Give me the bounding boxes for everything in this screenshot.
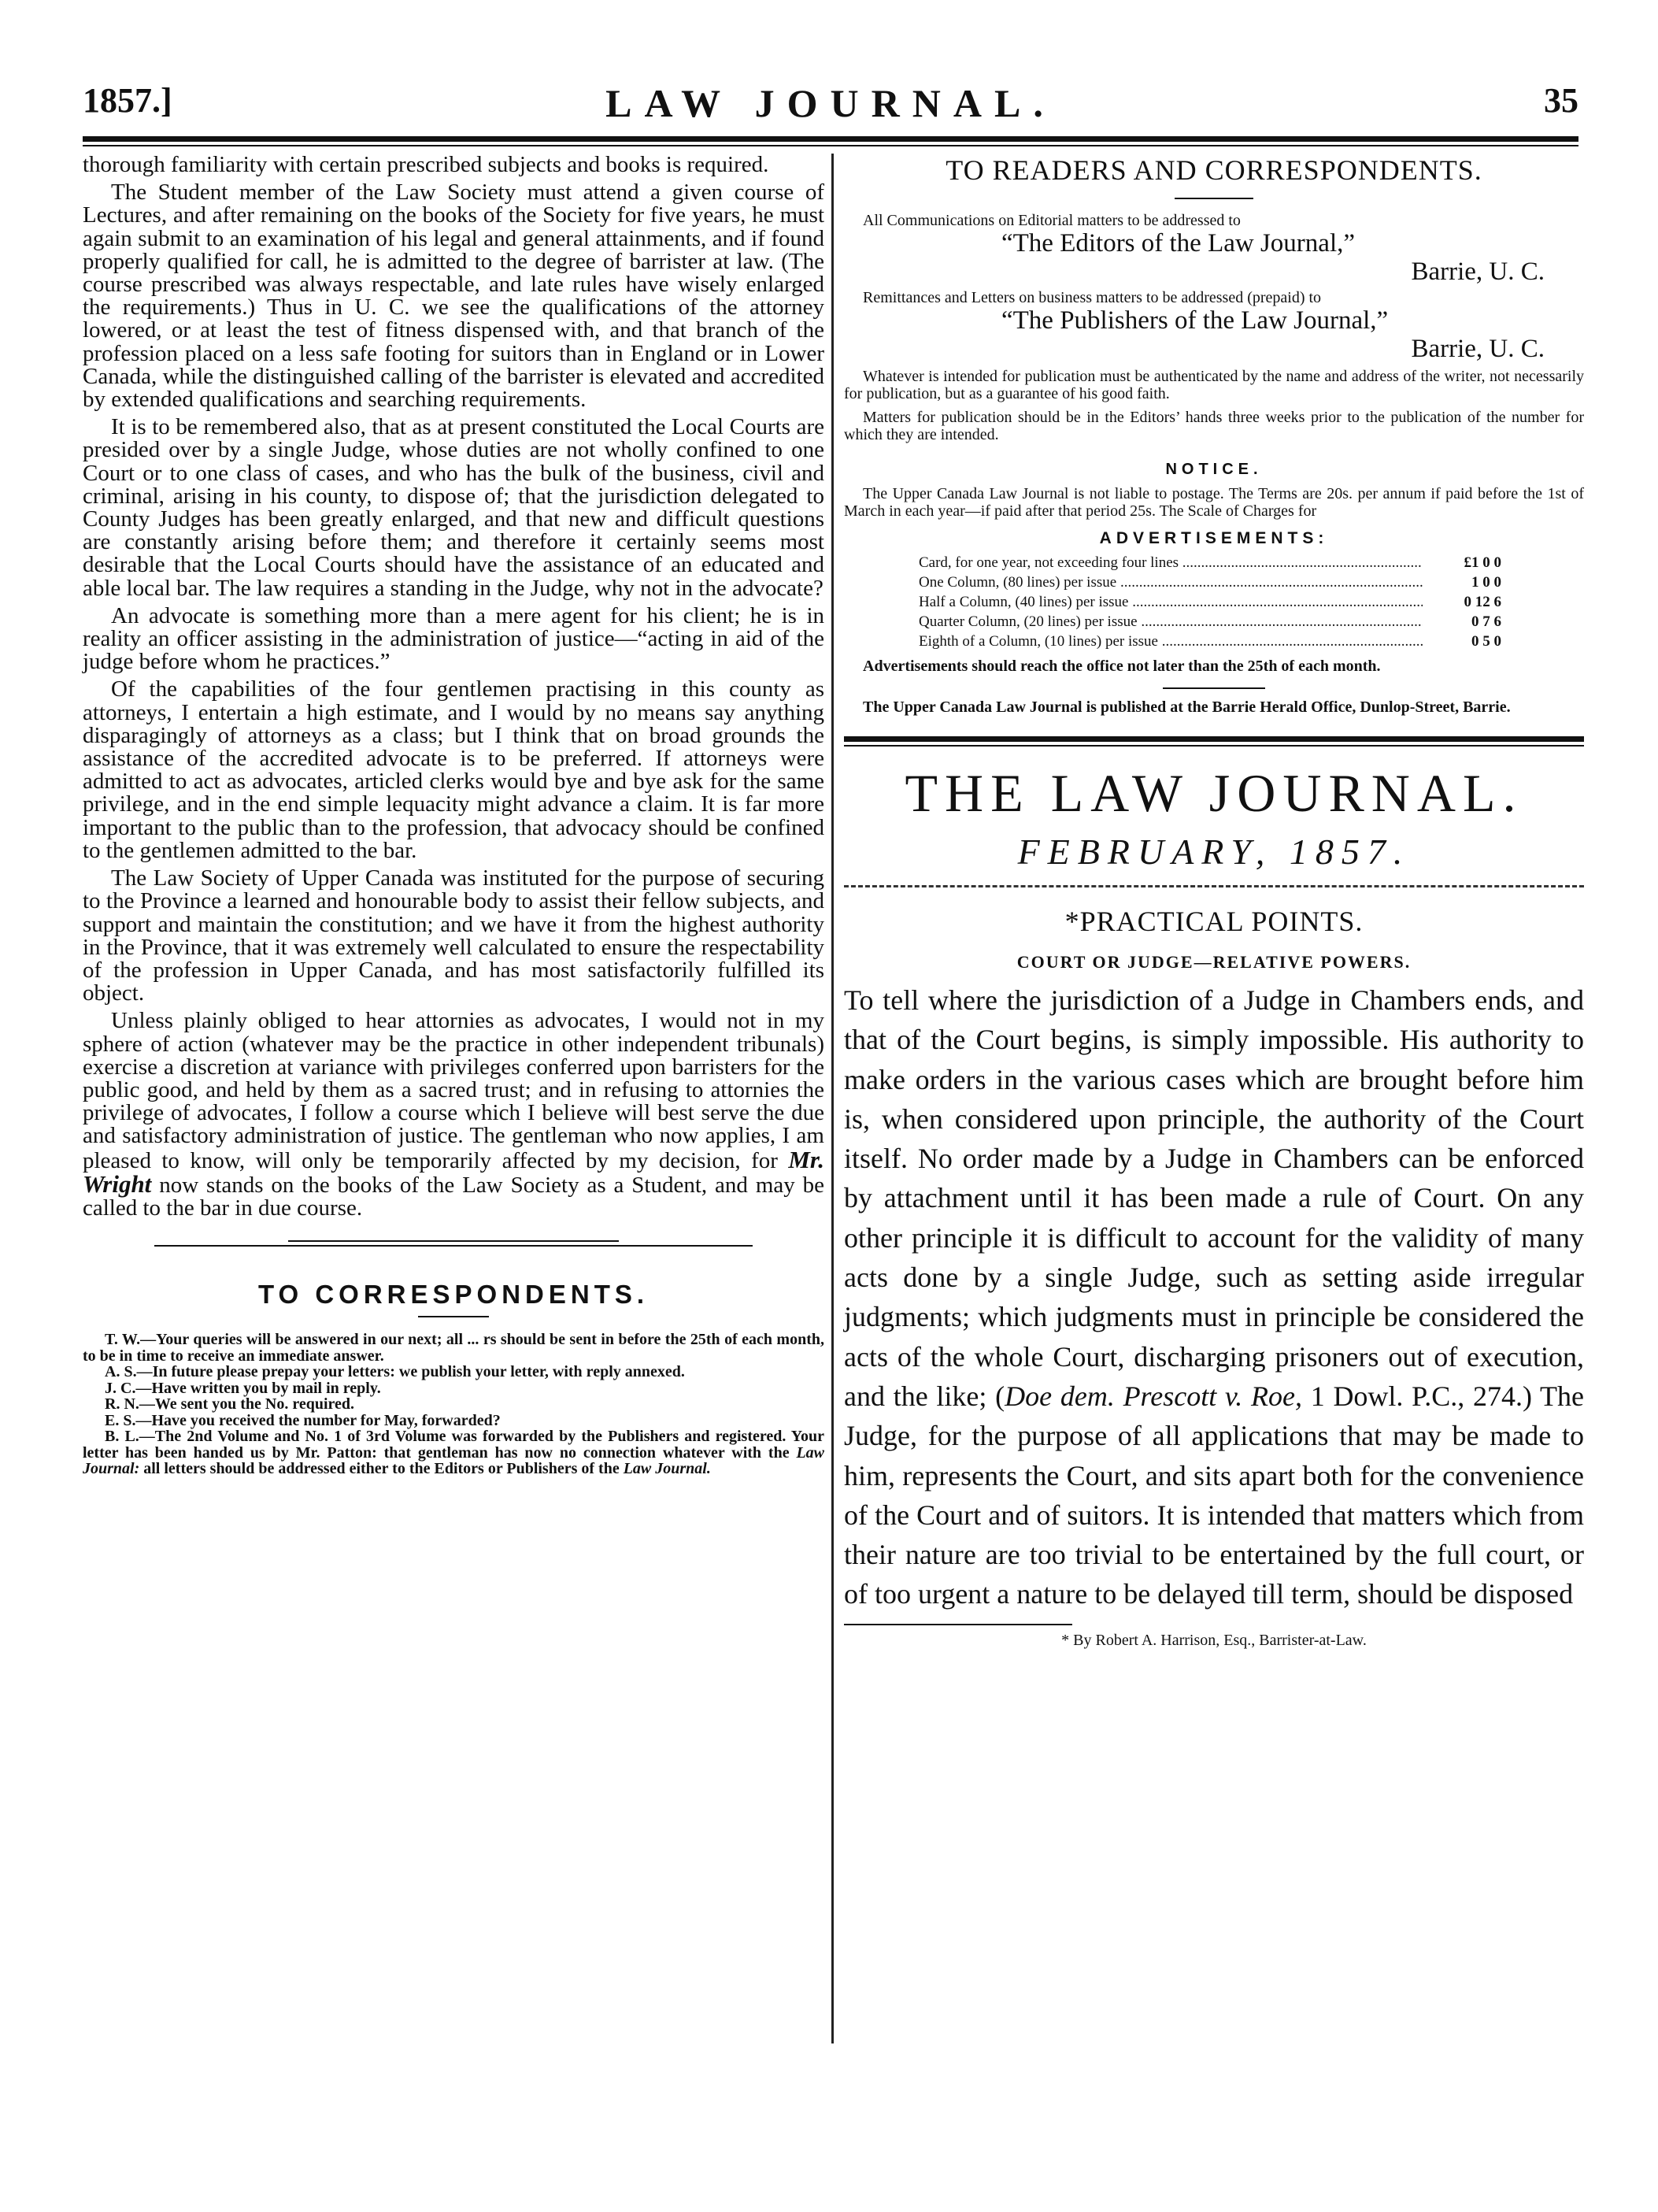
case-citation: Doe dem. Prescott v. Roe,: [1005, 1380, 1302, 1412]
journal-masthead: THE LAW JOURNAL.: [905, 763, 1523, 823]
header-year: 1857.]: [83, 81, 172, 120]
correspondents-heading: TO CORRESPONDENTS.: [257, 1280, 650, 1310]
section-rule: [154, 1245, 753, 1247]
editorial-note: All Communications on Editorial matters to be addressed to: [863, 212, 1241, 229]
footnote: * By Robert A. Harrison, Esq., Barrister-at-Law.: [1061, 1631, 1367, 1649]
note-text: B. L.—The 2nd Volume and No. 1 of 3rd Volume was forwarded by the Publishers and registered. Your letter has been handed us by Mr. Patton: that gentleman has now no connection whatever with the: [83, 1428, 824, 1462]
body-paragraph: The Law Society of Upper Canada was instituted for the purpose of securing to the Province a learned and honourable body to assist their fellow subjects, and support and maintain the constitution; and we have it from the highest authority in the Province, that it was extremely well calculated to ensure the respectability of the profession in Upper Canada, and has most satisfactorily fulfilled its object.: [83, 865, 824, 1006]
rate-table: [844, 553, 1584, 651]
deadline-note: Matters for publication should be in the Editors’ hands three weeks prior to the publication of the number for which they are intended.: [844, 409, 1584, 443]
rate-label: Half a Column, (40 lines) per issue .....: [919, 592, 1423, 612]
header-rule-thick: [83, 136, 1578, 142]
correspondent-note: R. N.—We sent you the No. required.: [105, 1395, 355, 1414]
rate-label: Card, for one year, not exceeding four lines .....: [919, 553, 1423, 572]
editors-city: Barrie, U. C.: [1411, 258, 1545, 286]
correspondent-note: T. W.—Your queries will be answered in our next; all ... rs should be sent in before the 25th of each month, to be in time to receive an immediate answer.: [83, 1331, 824, 1365]
italic-name: Mr. Wright: [83, 1145, 824, 1198]
body-paragraph: Of the capabilities of the four gentlemen practising in this county as attorneys, I entertain a high estimate, and I would by no means say anything disparagingly of attorneys as a class; but I think that on broad grounds the assistance of the accredited advocate is to be preferred. If attorneys were admitted to act as advocates, articled clerks would bye and bye ask for the same privilege, and in the end simple lequacity might advance a claim. It is far more important to the public than to the profession, that advocacy should be confined to the gentlemen admitted to the bar.: [83, 676, 824, 863]
column-divider: [831, 154, 834, 2043]
article-text: To tell where the jurisdiction of a Judge in Chambers ends, and that of the Court begins, is simply impossible. His authority to make orders in the various cases which are brought before him is, when considered upon principle, the authority of the Court itself. No order made by a Judge in Chambers can be enforced by attachment until it has been made a rule of Court. On any other principle it is difficult to account for the validity of many acts done by a single Judge, such as setting aside irregular judgments; which judgments must in principle be considered the acts of the whole Court, discharging prisoners out of execution, and the like; (: [844, 984, 1584, 1412]
body-paragraph: An advocate is something more than a mere agent for his client; he is in reality an officer assisting in the administration of justice—“acting in aid of the judge before whom he practices.”: [83, 602, 824, 675]
issue-date: FEBRUARY, 1857.: [1017, 832, 1411, 872]
rate-label: Eighth of a Column, (10 lines) per issue .....: [919, 632, 1423, 651]
article-body: [844, 980, 1584, 1614]
advertisements-heading: ADVERTISEMENTS:: [1099, 529, 1329, 547]
rate-row: [919, 612, 1501, 632]
italic-title: Law Journal.: [623, 1460, 711, 1478]
correspondent-note: [83, 1428, 824, 1477]
publishers-address: “The Publishers of the Law Journal,”: [1001, 306, 1389, 335]
left-column: [83, 154, 824, 1477]
rate-label: One Column, (80 lines) per issue .....: [919, 572, 1423, 592]
editors-address: “The Editors of the Law Journal,”: [1001, 229, 1356, 258]
rate-row: [919, 632, 1501, 651]
dashed-rule: [844, 885, 1584, 887]
page-header: [83, 80, 1578, 135]
right-column: [844, 154, 1584, 1650]
rate-label: Quarter Column, (20 lines) per issue .....: [919, 612, 1423, 632]
article-subheading: COURT OR JUDGE—RELATIVE POWERS.: [1016, 952, 1412, 972]
article-text: 1 Dowl. P.C., 274.) The Judge, for the purpose of all applications that may be made to him, represents the Court, and sits apart both for the convenience of the Court and of suitors. It is intended that matters which from their nature are too trivial to be entertained by the full court, or of too urgent a nature to be delayed till term, should be disposed: [844, 1380, 1584, 1610]
publishers-city: Barrie, U. C.: [1411, 335, 1545, 363]
business-note: Remittances and Letters on business matters to be addressed (prepaid) to: [863, 289, 1322, 306]
rate-value: 0 12 6: [1464, 594, 1501, 610]
publisher-note: The Upper Canada Law Journal is published at the Barrie Herald Office, Dunlop-Street, Barrie.: [863, 698, 1511, 716]
readers-heading: TO READERS AND CORRESPONDENTS.: [946, 154, 1482, 186]
paragraph-text: now stands on the books of the Law Society as a Student, and may be called to the bar in due course.: [83, 1172, 825, 1221]
rate-value: £1 0 0: [1464, 554, 1501, 571]
ads-deadline-note: Advertisements should reach the office not later than the 25th of each month.: [863, 658, 1381, 675]
paragraph-text: Unless plainly obliged to hear attornies as advocates, I would not in my sphere of action (whatever may be the practice in other independent tribunals) exercise a discretion at variance with privileges conferred upon barristers for the public good, and held by them as a sacred trust; and in refusing to attornies the privilege of advocates, I follow a course which I believe will best serve the due and satisfactory administration of justice. The gentleman who now applies, I am pleased to know, will only be temporarily affected by my decision, for: [83, 1008, 824, 1173]
article-heading: *PRACTICAL POINTS.: [1064, 906, 1364, 937]
rate-value: 1 0 0: [1471, 574, 1501, 591]
rate-row: [919, 553, 1501, 572]
correspondent-note: E. S.—Have you received the number for May, forwarded?: [105, 1411, 501, 1429]
body-paragraph: [83, 1010, 824, 1220]
body-paragraph: The Student member of the Law Society must attend a given course of Lectures, and after remaining on the books of the Society for five years, he must again submit to an examination of his legal and general attainments, and if found properly qualified for call, he is admitted to the degree of barrister at law. (The course prescribed was always respectable, and late rules have wisely enlarged the requirements.) Thus in U. C. we see the qualifications of the attorney lowered, or at least the test of fitness dispensed with, and that branch of the profession placed on a less safe footing for suitors than in England or in Lower Canada, while the distinguished calling of the barrister is elevated and accredited by extended qualifications and searching requirements.: [83, 180, 824, 413]
header-rule-thin: [83, 145, 1578, 146]
section-rule: [288, 1240, 619, 1242]
rate-row: [919, 572, 1501, 592]
footnote-rule: [844, 1624, 1072, 1625]
body-paragraph: thorough familiarity with certain prescribed subjects and books is required.: [83, 152, 769, 177]
rate-row: [919, 592, 1501, 612]
correspondent-note: J. C.—Have written you by mail in reply.: [105, 1379, 381, 1397]
running-title: LAW JOURNAL.: [605, 81, 1056, 125]
body-paragraph: It is to be remembered also, that as at present constituted the Local Courts are presided over by a single Judge, whose duties are not wholly confined to one Court or to one class of cases, and who has the bulk of the business, civil and criminal, arising in his county, to dispose of; that the jurisdiction delegated to County Judges has been greatly enlarged, and that new and difficult questions are constantly arising before them; and therefore it certainly seems most desirable that the Local Courts should have the assistance of an educated and able local bar. The law requires a standing in the Judge, why not in the advocate?: [83, 414, 824, 601]
rate-value: 0 5 0: [1471, 633, 1501, 650]
section-rule: [1163, 687, 1265, 689]
correspondent-note: A. S.—In future please prepay your letters: we publish your letter, with reply annexed.: [105, 1363, 685, 1381]
notice-text: The Upper Canada Law Journal is not liable to postage. The Terms are 20s. per annum if paid before the 1st of March in each year—if paid after that period 25s. The Scale of Charges for: [844, 485, 1584, 520]
authentication-note: Whatever is intended for publication must be authenticated by the name and address of the writer, not necessarily for publication, but as a guarantee of his good faith.: [844, 368, 1584, 402]
masthead-rule: [844, 736, 1584, 747]
note-text: all letters should be addressed either to the Editors or Publishers of the: [143, 1460, 620, 1478]
italic-title: Law Journal:: [83, 1443, 825, 1478]
rate-value: 0 7 6: [1471, 613, 1501, 630]
notice-heading: NOTICE.: [1165, 461, 1263, 478]
page-number: 35: [1544, 81, 1578, 120]
section-rule: [1175, 198, 1253, 199]
section-rule: [418, 1316, 489, 1317]
